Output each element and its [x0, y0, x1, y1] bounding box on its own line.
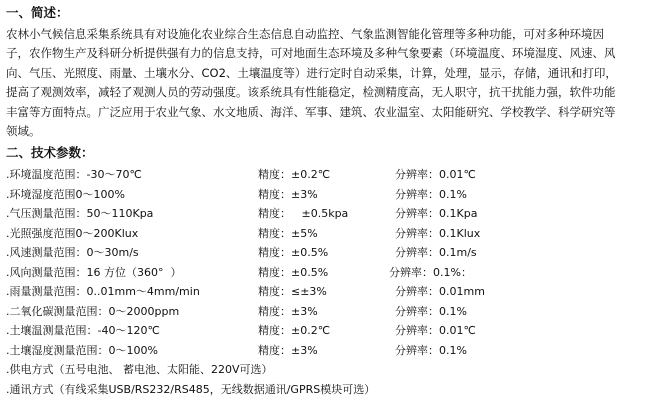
- spec-accuracy: 精度： ±0.5kpa: [258, 207, 349, 220]
- spec-row: [6, 282, 658, 302]
- spec-resolution: 分辨率：0.1%: [395, 187, 467, 201]
- spec-row: [6, 321, 658, 341]
- spec-resolution: 分辨率：0.1Kpa: [395, 207, 478, 220]
- paragraph-line: 丰富等方面特点。广泛应用于农业气象、水文地质、海洋、军事、建筑、农业温室、太阳能研究、学校教学、科学研究等: [6, 104, 616, 119]
- spec-row: [6, 341, 658, 361]
- power-supply-line: .供电方式（五号电池、 蓄电池、太阳能、220V可选）: [6, 363, 273, 376]
- spec-accuracy: 精度：±0.5%: [258, 265, 329, 279]
- spec-range: .光照强度范围0～200Klux: [6, 226, 139, 240]
- spec-resolution: 分辨率：0.1%：: [389, 265, 472, 279]
- spec-accuracy: 精度：±5%: [258, 226, 318, 240]
- spec-range: .环境湿度范围0～100%: [6, 187, 125, 201]
- spec-resolution: 分辨率：0.01mm: [395, 285, 485, 298]
- spec-range: .风速测量范围：0～30m/s: [6, 246, 139, 259]
- spec-row: [6, 165, 658, 185]
- section-heading-overview: 一、简述：: [6, 5, 69, 20]
- paragraph-line: 子，农作物生产及科研分析提供强有力的信息支持，可对地面生态环境及多种气象要素（环境温度、环境湿度、风速、风: [6, 46, 616, 61]
- spec-range: .二氧化碳测量范围：0～2000ppm: [6, 304, 180, 318]
- spec-row: [6, 302, 658, 322]
- spec-range: .土壤湿度测量范围：0～100%: [6, 343, 158, 357]
- spec-range: .环境温度范围：-30～70℃: [6, 168, 142, 181]
- spec-accuracy: 精度：±3%: [258, 343, 318, 357]
- spec-resolution: 分辨率：0.01℃: [395, 324, 476, 337]
- spec-range: .气压测量范围：50～110Kpa: [6, 207, 154, 220]
- spec-accuracy: 精度：±0.2℃: [258, 324, 331, 337]
- spec-row: [6, 243, 658, 263]
- overview-paragraph: [6, 25, 658, 141]
- spec-accuracy: 精度：±0.2℃: [258, 168, 331, 181]
- spec-accuracy: 精度：±0.5%: [258, 246, 329, 259]
- spec-row: [6, 185, 658, 205]
- spec-resolution: 分辨率：0.01℃: [395, 168, 476, 181]
- spec-resolution: 分辨率：0.1m/s: [395, 246, 477, 259]
- section-heading-specs: 二、技术参数：: [6, 145, 94, 160]
- paragraph-line: 农林小气候信息采集系统具有对设施化农业综合生态信息自动监控、气象监测智能化管理等多种功能，可对多种环境因: [6, 27, 604, 41]
- spec-row: [6, 263, 658, 283]
- spec-resolution: 分辨率：0.1%: [395, 343, 467, 357]
- spec-range: .雨量测量范围：0..01mm～4mm/min: [6, 285, 200, 298]
- spec-resolution: 分辨率：0.1%: [395, 304, 467, 318]
- paragraph-line: 领域。: [6, 123, 41, 138]
- spec-row: [6, 224, 658, 244]
- spec-accuracy: 精度：±3%: [258, 187, 318, 201]
- spec-accuracy: 精度：≤±3%: [258, 285, 327, 298]
- paragraph-line: 向、气压、光照度、雨量、土壤水分、CO2、土壤温度等）进行定时自动采集，计算，处理，显示，存储，通讯和打印，: [6, 65, 617, 80]
- spec-row: [6, 204, 658, 224]
- spec-range: .风向测量范围：16 方位（360° ）: [6, 265, 182, 279]
- communication-line: .通讯方式（有线采集USB/RS232/RS485，无线数据通讯/GPRS模块可选）: [6, 382, 376, 396]
- spec-range: .土壤温测量范围：-40～120℃: [6, 324, 160, 337]
- spec-resolution: 分辨率：0.1Klux: [395, 226, 481, 240]
- spec-table: [6, 165, 658, 399]
- spec-accuracy: 精度：±3%: [258, 304, 318, 318]
- paragraph-line: 提高了观测效率，减轻了观测人员的劳动强度。该系统具有性能稳定，检测精度高，无人职守，抗干扰能力强，软件功能: [6, 85, 616, 100]
